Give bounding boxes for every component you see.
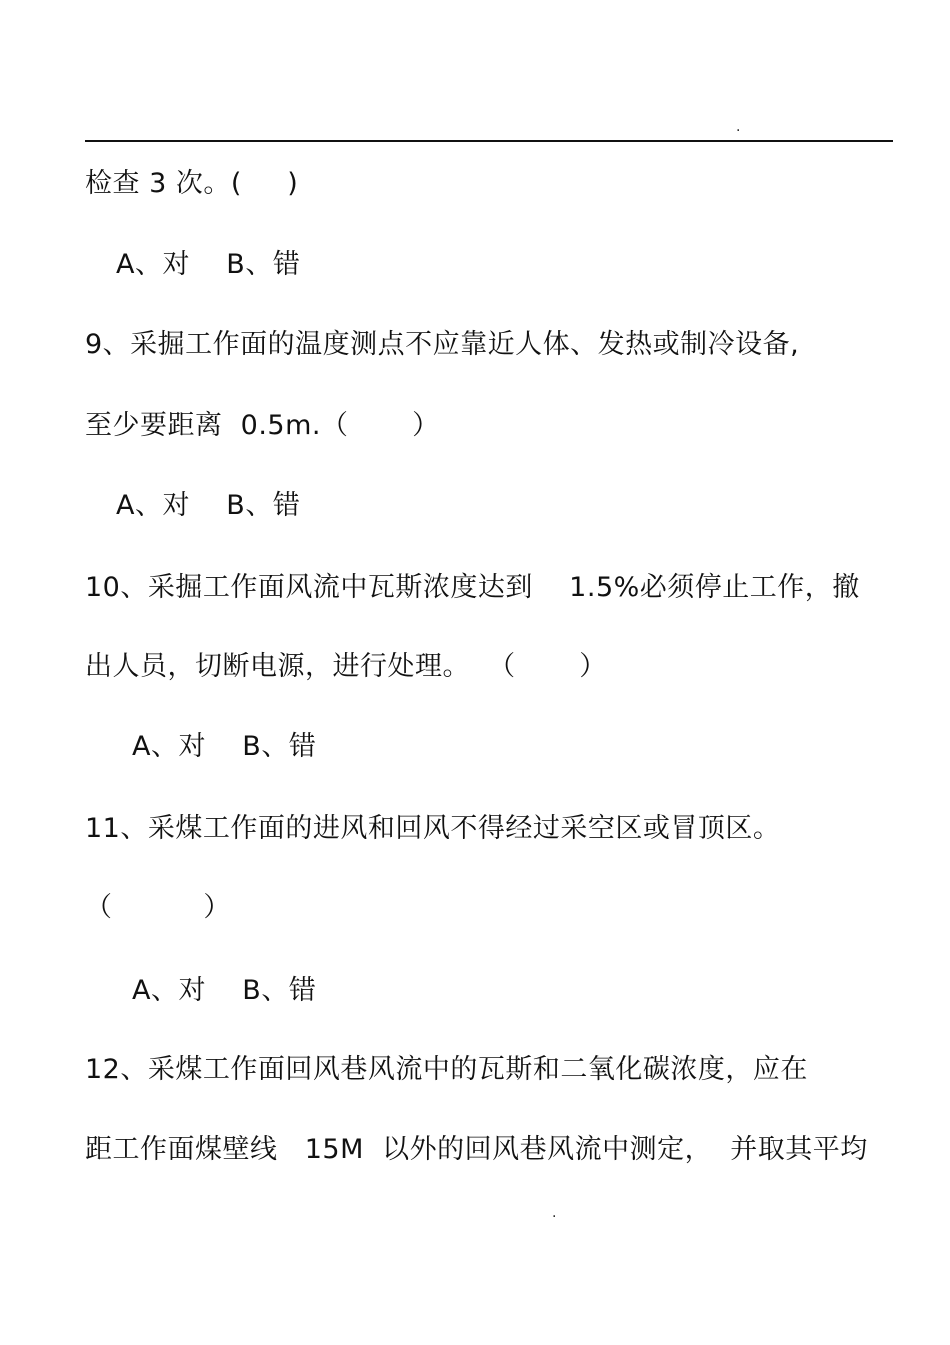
question-8-continuation: 检查 3 次。( )	[85, 168, 299, 199]
question-10-line-2: 出人员，切断电源，进行处理。 （ ）	[85, 651, 607, 682]
question-10-options: A、对 B、错	[132, 731, 317, 762]
question-9-line-2: 至少要距离 0.5m.（ ）	[85, 410, 440, 441]
question-8-options: A、对 B、错	[116, 249, 301, 280]
header-dot: .	[736, 119, 741, 135]
question-11-line-2: （ ）	[85, 892, 231, 923]
question-12-line-1: 12、采煤工作面回风巷风流中的瓦斯和二氧化碳浓度，应在	[85, 1054, 808, 1085]
question-12-line-2: 距工作面煤壁线 15M 以外的回风巷风流中测定， 并取其平均	[85, 1134, 868, 1165]
question-10-line-1: 10、采掘工作面风流中瓦斯浓度达到 1.5%必须停止工作，撤	[85, 572, 860, 603]
question-11-line-1: 11、采煤工作面的进风和回风不得经过采空区或冒顶区。	[85, 813, 781, 844]
question-9-line-1: 9、采掘工作面的温度测点不应靠近人体、发热或制冷设备,	[85, 329, 800, 360]
footer-dot: .	[552, 1205, 557, 1221]
header-rule	[85, 140, 893, 142]
question-9-options: A、对 B、错	[116, 490, 301, 521]
question-11-options: A、对 B、错	[132, 975, 317, 1006]
